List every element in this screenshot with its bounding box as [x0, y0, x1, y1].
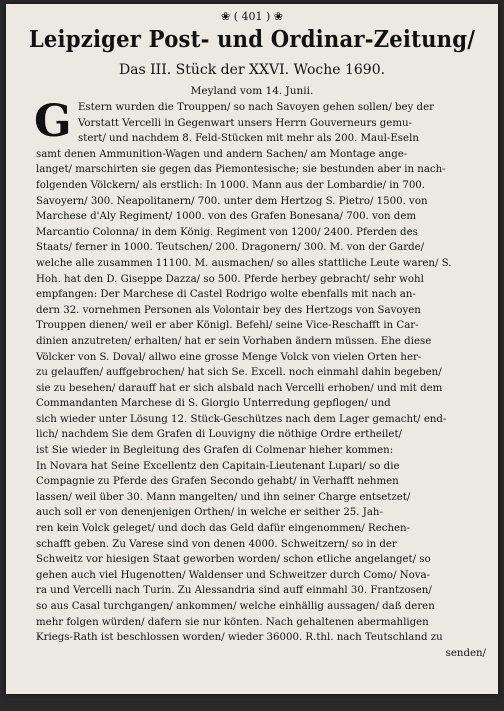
article-line: Compagnie zu Pferde des Grafen Secondo gehabt/ in Verhafft nehmen	[36, 476, 399, 488]
article-line: samt denen Ammunition-Wagen und andern Sachen/ am Montage ange-	[36, 148, 408, 160]
article-line: zu gelauffen/ auffgebrochen/ hat sich Se. Excell. noch einmahl dahin begeben/	[36, 367, 442, 379]
article-line: Trouppen dienen/ weil er aber Königl. Befehl/ seine Vice-Reschafft in Car-	[36, 320, 419, 332]
article-line: mehr folgen würden/ dafern sie nur könten. Nach gehaltenen abermahligen	[36, 616, 429, 628]
article-line: schafft geben. Zu Varese sind von denen 4000. Schweitzern/ so in der	[36, 538, 397, 550]
article-line: Völcker von S. Doval/ allwo eine grosse Menge Volck von vielen Orten her-	[36, 351, 422, 363]
article-line: Estern wurden die Trouppen/ so nach Savoyen gehen sollen/ bey der	[78, 102, 434, 113]
article-line: gehen auch viel Hugenotten/ Waldenser und Schweitzer durch Como/ Nova-	[36, 569, 431, 581]
article-line: ist Sie wieder in Begleitung des Grafen di Colmenar hieher kommen:	[36, 445, 394, 457]
article-line: Savoyern/ 300. Neapolitanern/ 700. unter dem Hertzog S. Pietro/ 1500. von	[36, 195, 428, 207]
article-line: langet/ marschirten sie gegen das Piemontesische; sie bestunden aber in nach-	[36, 164, 446, 176]
article-line: dern 32. vornehmen Personen als Volontair bey des Hertzogs von Savoyen	[36, 304, 421, 316]
article-last-line: senden/	[445, 647, 486, 659]
article-line: Staats/ ferner in 1000. Teutschen/ 200. Dragonern/ 300. M. von der Garde/	[36, 242, 425, 254]
article-line: Marcantio Colonna/ in dem König. Regiment von 1200/ 2400. Pferden des	[36, 226, 418, 238]
article-line: In Novara hat Seine Excellentz den Capitain-Lieutenant Lupari/ so die	[36, 460, 400, 472]
article-line: ren kein Volck geleget/ und doch das Geld dafür eingenommen/ Rechen-	[36, 523, 411, 535]
article-line: sich wieder unter Lösung 12. Stück-Geschützes nach dem Lager gemacht/ end-	[36, 413, 447, 425]
article-line: Schweitz vor hiesigen Staat geworben worden/ schon etliche angelanget/ so	[36, 554, 431, 566]
article-line: ra und Vercelli nach Turin. Zu Alessandria sind auff einmahl 30. Frantzosen/	[36, 585, 432, 597]
article-line: auch soll er von denenjenigen Orthen/ in welche er seither 25. Jah-	[36, 507, 383, 519]
newspaper-page	[6, 4, 498, 694]
article-line: lassen/ weil über 30. Mann mangelten/ und ihn seiner Charge entsetzet/	[36, 491, 411, 503]
issue-line: Das III. Stück der XXVI. Woche 1690.	[118, 62, 386, 78]
masthead-title: Leipziger Post- und Ordinar-Zeitung/	[28, 26, 476, 53]
article-line: so aus Casal turchgangen/ ankommen/ welche einhällig aussagen/ daß deren	[36, 601, 435, 612]
page-number: ❀ ( 401 ) ❀	[221, 10, 283, 23]
article-line: empfangen: Der Marchese di Castel Rodrigo wolte ebenfalls mit nach an-	[36, 289, 416, 301]
article-body	[34, 96, 490, 661]
article-line: folgenden Völckern/ als erstlich: In 1000. Mann aus der Lombardie/ in 700.	[36, 179, 426, 191]
article-line: sie zu besehen/ darauff hat er sich alsbald nach Vercelli erhoben/ und mit dem	[36, 382, 443, 394]
article-line: Vorstatt Vercelli in Gegenwart unsers Herrn Gouverneurs gemu-	[78, 117, 413, 129]
article-line: Marchese d'Aly Regiment/ 1000. von des Grafen Bonesana/ 700. von dem	[36, 211, 417, 223]
drop-cap: G	[34, 96, 72, 147]
dateline: Meyland vom 14. Junii.	[190, 85, 314, 97]
article-line: dinien anzutreten/ erhalten/ hat er sein Vorhaben ändern müssen. Ehe diese	[36, 335, 432, 347]
article-line: Kriegs-Rath ist beschlossen worden/ wieder 36000. R.thl. nach Teutschland zu	[36, 632, 443, 644]
article-line: stert/ und nachdem 8. Feld-Stücken mit mehr als 200. Maul-Eseln	[78, 133, 419, 145]
article-line: welche alle zusammen 11100. M. ausmachen/ so alles stattliche Leute waren/ S.	[36, 257, 452, 269]
article-line: Commandanten Marchese di S. Giorgio Unterredung gepflogen/ und	[36, 398, 391, 410]
article-line: lich/ nachdem Sie dem Grafen di Louvigny die nöthige Ordre ertheilet/	[36, 429, 402, 441]
article-line: Hoh. hat den D. Giseppe Dazza/ so 500. Pferde herbey gebracht/ sehr wohl	[36, 273, 424, 285]
